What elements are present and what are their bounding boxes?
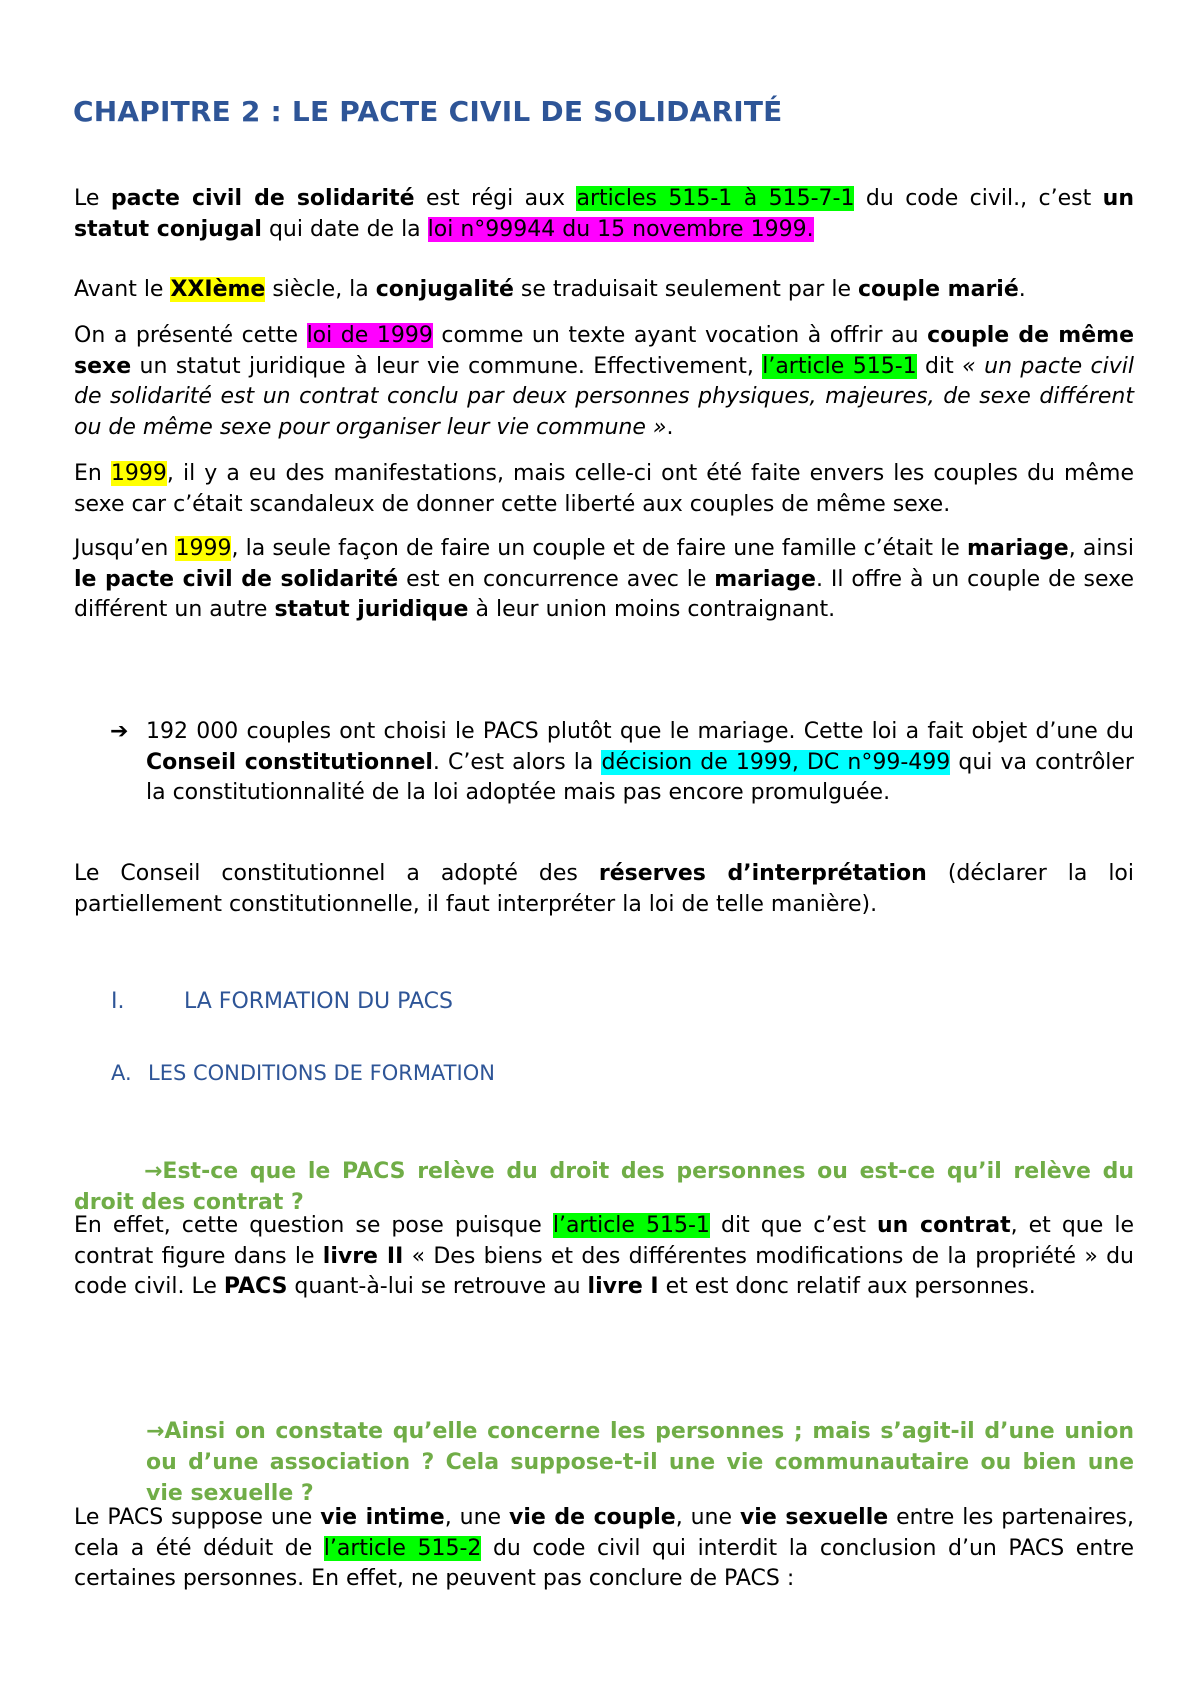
bold-term: couple de même sexe xyxy=(74,323,1134,379)
bold-term: le pacte civil de solidarité xyxy=(74,566,399,592)
bold-term: livre II xyxy=(322,1243,404,1269)
text: du code civil., c’est xyxy=(854,186,1103,211)
highlight-articles: articles 515-1 à 515-7-1 xyxy=(576,186,855,211)
bold-term: un statut conjugal xyxy=(74,186,1134,242)
text: entre les partenaires, cela a été déduit de xyxy=(74,1505,1135,1561)
highlight-article: l’article 515-2 xyxy=(323,1535,482,1561)
highlight-year: 1999 xyxy=(110,461,167,486)
text: , une xyxy=(675,1505,740,1530)
text: Avant le xyxy=(74,277,171,302)
heading-number: I. xyxy=(111,989,125,1014)
text: est en concurrence avec le xyxy=(398,566,715,592)
text: , et que le contrat figure dans le xyxy=(74,1213,1134,1269)
text: , ainsi xyxy=(1068,536,1134,561)
arrow-right-icon: ➔ xyxy=(110,719,129,744)
text: . xyxy=(1018,277,1026,302)
bold-term: statut juridique xyxy=(274,597,469,622)
bold-term: couple marié xyxy=(857,277,1019,302)
heading-number: A. xyxy=(111,1061,132,1085)
text: Jusqu’en xyxy=(74,536,176,561)
paragraph-conjugalite xyxy=(74,275,1134,306)
highlight-article: l’article 515-1 xyxy=(552,1213,710,1238)
paragraph-contrat xyxy=(74,1211,1134,1303)
highlight-decision: décision de 1999, DC n°99-499 xyxy=(601,749,951,775)
text: , la seule façon de faire un couple et de faire une famille c’était le xyxy=(231,536,968,561)
text: 192 000 couples ont choisi le PACS plutôt que le mariage. Cette loi a fait objet d’une du xyxy=(146,719,1134,744)
text: dit xyxy=(916,353,963,379)
text: En xyxy=(74,461,111,486)
question-1: →Est-ce que le PACS relève du droit des personnes ou est-ce qu’il relève du droit des contrat ? xyxy=(74,1159,1134,1215)
text: , il y a eu des manifestations, mais celle-ci ont été faite envers les couples du même sexe car c’était scandaleux de donner cette liberté aux couples de même sexe. xyxy=(74,461,1134,517)
heading-subsection-a xyxy=(111,1058,495,1088)
page-title: CHAPITRE 2 : LE PACTE CIVIL DE SOLIDARITÉ xyxy=(73,95,783,128)
text: qui va contrôler la constitutionnalité de la loi adoptée mais pas encore promulguée. xyxy=(146,749,1134,805)
heading-text: LA FORMATION DU PACS xyxy=(184,989,453,1014)
arrow-list-text xyxy=(146,717,1134,809)
text: Le Conseil constitutionnel a adopté des xyxy=(74,861,599,886)
text: dit que c’est xyxy=(709,1213,877,1238)
paragraph-intro xyxy=(74,184,1134,245)
text: un statut juridique à leur vie commune. Effectivement, xyxy=(131,353,763,379)
arrow-list-item xyxy=(110,717,1134,809)
bold-term: vie de couple xyxy=(508,1505,676,1530)
heading-text: LES CONDITIONS DE FORMATION xyxy=(148,1061,495,1085)
text: Le PACS suppose une xyxy=(74,1505,321,1530)
paragraph-reserves xyxy=(74,859,1134,920)
text: et est donc relatif aux personnes. xyxy=(658,1274,1036,1299)
text: . Il offre à un couple de sexe différent un autre xyxy=(74,566,1134,622)
quote-article-515-1: « un pacte civil de solidarité est un contrat conclu par deux personnes physiques, majeures, de sexe différent ou de même sexe pour organiser leur vie commune » xyxy=(74,353,1134,440)
highlight-century: XXIème xyxy=(170,277,266,302)
text: . xyxy=(666,414,674,440)
highlight-law: loi n°99944 du 15 novembre 1999. xyxy=(427,216,814,242)
highlight-article: l’article 515-1 xyxy=(762,353,917,379)
bold-term: mariage xyxy=(714,566,816,592)
paragraph-loi-1999 xyxy=(74,321,1134,443)
text: comme un texte ayant vocation à offrir au xyxy=(432,323,928,348)
bold-term: réserves d’interprétation xyxy=(598,861,927,886)
bold-term: mariage xyxy=(967,536,1069,561)
text: qui date de la xyxy=(261,216,428,242)
highlight-year: 1999 xyxy=(175,536,232,561)
text: à leur union moins contraignant. xyxy=(468,597,836,622)
bold-term: livre I xyxy=(587,1274,659,1299)
text: « Des biens et des différentes modifications de la propriété » du code civil. Le xyxy=(74,1243,1134,1299)
text: quant-à-lui se retrouve au xyxy=(287,1274,588,1299)
text: . C’est alors la xyxy=(432,749,602,775)
bold-term: conjugalité xyxy=(375,277,514,302)
paragraph-manifestations xyxy=(74,459,1134,520)
text: On a présenté cette xyxy=(74,323,307,348)
text: Le xyxy=(74,186,111,211)
bold-term: PACS xyxy=(223,1274,288,1299)
question-2: →Ainsi on constate qu’elle concerne les personnes ; mais s’agit-il d’une union ou d’une association ? Cela suppose-t-il une vie communautaire ou bien une vie sexuelle ? xyxy=(146,1419,1134,1506)
text: se traduisait seulement par le xyxy=(513,277,858,302)
text: du code civil qui interdit la conclusion d’un PACS entre certaines personnes. En effet, ne peuvent pas conclure de PACS : xyxy=(74,1535,1134,1591)
text: En effet, cette question se pose puisque xyxy=(74,1213,553,1238)
text: (déclarer la loi partiellement constitutionnelle, il faut interpréter la loi de telle manière). xyxy=(74,861,1135,917)
bold-term: un contrat xyxy=(877,1213,1011,1238)
text: , une xyxy=(444,1505,509,1530)
paragraph-vie-intime xyxy=(74,1503,1134,1595)
text: est régi aux xyxy=(414,186,577,211)
bold-term: vie intime xyxy=(320,1505,445,1530)
bold-term: vie sexuelle xyxy=(739,1505,889,1530)
bold-term: Conseil constitutionnel xyxy=(146,749,433,775)
bold-term: pacte civil de solidarité xyxy=(110,186,415,211)
highlight-law: loi de 1999 xyxy=(306,323,433,348)
paragraph-mariage xyxy=(74,534,1134,626)
heading-section-1 xyxy=(111,987,453,1017)
text: siècle, la xyxy=(265,277,376,302)
